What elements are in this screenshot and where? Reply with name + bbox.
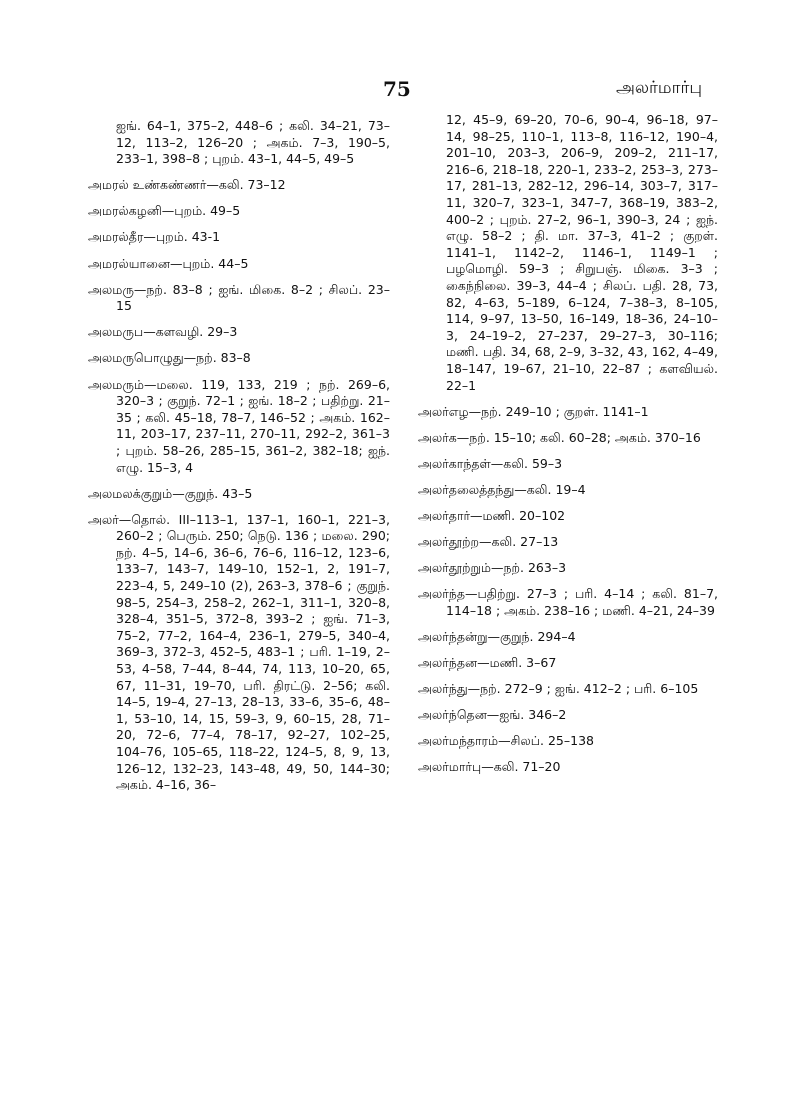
index-entry: அலர்—தொல். III–113–1, 137–1, 160–1, 221–3, 260–2 ; பெரும். 250; நெடு. 136 ; மலை. 290; நற். 4–5, 14–6, 36–6, 76–6, 116–12, 123–6, 133–7, 143–7, 149–10, 152–1, 2, 191–7, 223–4, 5, 249–10 (2), 263–3, 378–6 ; குறுந். 98–5, 254–3, 258–2, 262–1, 311–1, 320–8, 328–4, 351–5, 372–8, 393–2 ; ஐங். 71–3, 75–2, 77–2, 164–4, 236–1, 279–5, 340–4, 369–3, 372–3, 452–5, 483–1 ; பரி. 1–19, 2–53, 4–58, 7–44, 8–44, 74, 113, 10–20, 65, 67, 11–31, 19–70, பரி. திரட்டு. 2–56; கலி. 14–5, 19–4, 27–13, 28–13, 33–6, 35–6, 48–1, 53–10, 14, 15, 59–3, 9, 60–15, 28, 71–20, 72–6, 77–4, 78–17, 92–27, 102–25, 104–76, 105–65, 118–22, 124–5, 8, 9, 13, 126–12, 132–23, 143–48, 49, 50, 144–30; அகம். 4–16, 36– [88, 511, 390, 793]
index-entry: அலர்தூற்ற—கலி. 27–13 [418, 534, 559, 550]
index-entry: அலமரு—நற். 83–8 ; ஐங். மிகை. 8–2 ; சிலப். 23–15 [88, 281, 390, 314]
index-entry: அலர்ந்தென—ஐங். 346–2 [418, 707, 567, 723]
index-entry: அலர்மந்தாரம்—சிலப். 25–138 [418, 733, 594, 749]
index-entry: அலமருபொழுது—நற். 83–8 [88, 350, 251, 366]
index-entry: அலர்ந்து—நற். 272–9 ; ஐங். 412–2 ; பரி. 6–105 [418, 681, 699, 697]
index-entry: அலமருப—களவழி. 29–3 [88, 324, 238, 340]
index-entry: அலர்ந்தன்று—குறுந். 294–4 [418, 628, 576, 644]
index-entry-continuation: ஐங். 64–1, 375–2, 448–6 ; கலி. 34–21, 73–12, 113–2, 126–20 ; அகம். 7–3, 190–5, 233–1, 398–8 ; புறம். 43–1, 44–5, 49–5 [116, 118, 390, 167]
index-entry: அமரல்கழனி—புறம். 49–5 [88, 203, 241, 219]
index-entry-continuation: 12, 45–9, 69–20, 70–6, 90–4, 96–18, 97–14, 98–25, 110–1, 113–8, 116–12, 190–4, 201–10, 203–3, 206–9, 209–2, 211–17, 216–6, 218–18, 220–1, 233–2, 253–3, 273–17, 281–13, 282–12, 296–14, 303–7, 317–11, 320–7, 323–1, 347–7, 368–19, 383–2, 400–2 ; புறம். 27–2, 96–1, 390–3, 24 ; ஐந். எழு. 58–2 ; தி. மா. 37–3, 41–2 ; குறள். 1141–1, 1142–2, 1146–1, 1149–1 ; பழமொழி. 59–3 ; சிறுபஞ். மிகை. 3–3 ; கைந்நிலை. 39–3, 44–4 ; சிலப். பதி. 28, 73, 82, 4–63, 5–189, 6–124, 7–38–3, 8–105, 114, 9–97, 13–50, 16–149, 18–36, 24–10–3, 24–19–2, 27–237, 29–27–3, 30–116; மணி. பதி. 34, 68, 2–9, 3–32, 43, 162, 4–49, 18–147, 19–67, 21–10, 22–87 ; களவியல். 22–1 [446, 112, 718, 393]
index-entry: அலர்காந்தள்—கலி. 59–3 [418, 455, 563, 471]
index-entry: அலர்எழ—நற். 249–10 ; குறள். 1141–1 [418, 403, 649, 419]
index-entry: அமரல்தீர—புறம். 43-1 [88, 229, 221, 245]
index-entry: அலர்தலைத்தந்து—கலி. 19–4 [418, 481, 586, 497]
index-entry: அமரல் உண்கண்ணர்—கலி. 73–12 [88, 177, 286, 193]
index-entry: அலர்தூற்றும்—நற். 263–3 [418, 560, 567, 576]
index-entry: அமரல்யானை—புறம். 44–5 [88, 255, 249, 271]
index-entry: அலர்ந்த—பதிற்று. 27–3 ; பரி. 4–14 ; கலி. 81–7, 114–18 ; அகம். 238–16 ; மணி. 4–21, 24–39 [418, 586, 718, 618]
index-entry: அலர்ந்தன—மணி. 3–67 [418, 655, 557, 671]
running-head: அலர்மார்பு [616, 78, 702, 98]
index-entry: அலமரும்—மலை. 119, 133, 219 ; நற். 269–6, 320–3 ; குறுந். 72–1 ; ஐங். 18–2 ; பதிற்று. 21–35 ; கலி. 45–18, 78–7, 146–52 ; அகம். 162–11, 203–17, 237–11, 270–11, 292–2, 361–3 ; புறம். 58–26, 285–15, 361–2, 382–18; ஐந். எழு. 15–3, 4 [88, 376, 390, 475]
page-number: 75 [383, 77, 411, 101]
index-entry: அலமலக்குறும்—குறுந். 43–5 [88, 485, 253, 501]
index-entry: அலர்தார்—மணி. 20–102 [418, 507, 566, 523]
left-column [88, 118, 390, 803]
index-entry: அலர்மார்பு—கலி. 71–20 [418, 759, 561, 775]
right-column [418, 112, 718, 786]
index-entry: அலர்க—நற். 15–10; கலி. 60–28; அகம். 370–16 [418, 429, 701, 445]
